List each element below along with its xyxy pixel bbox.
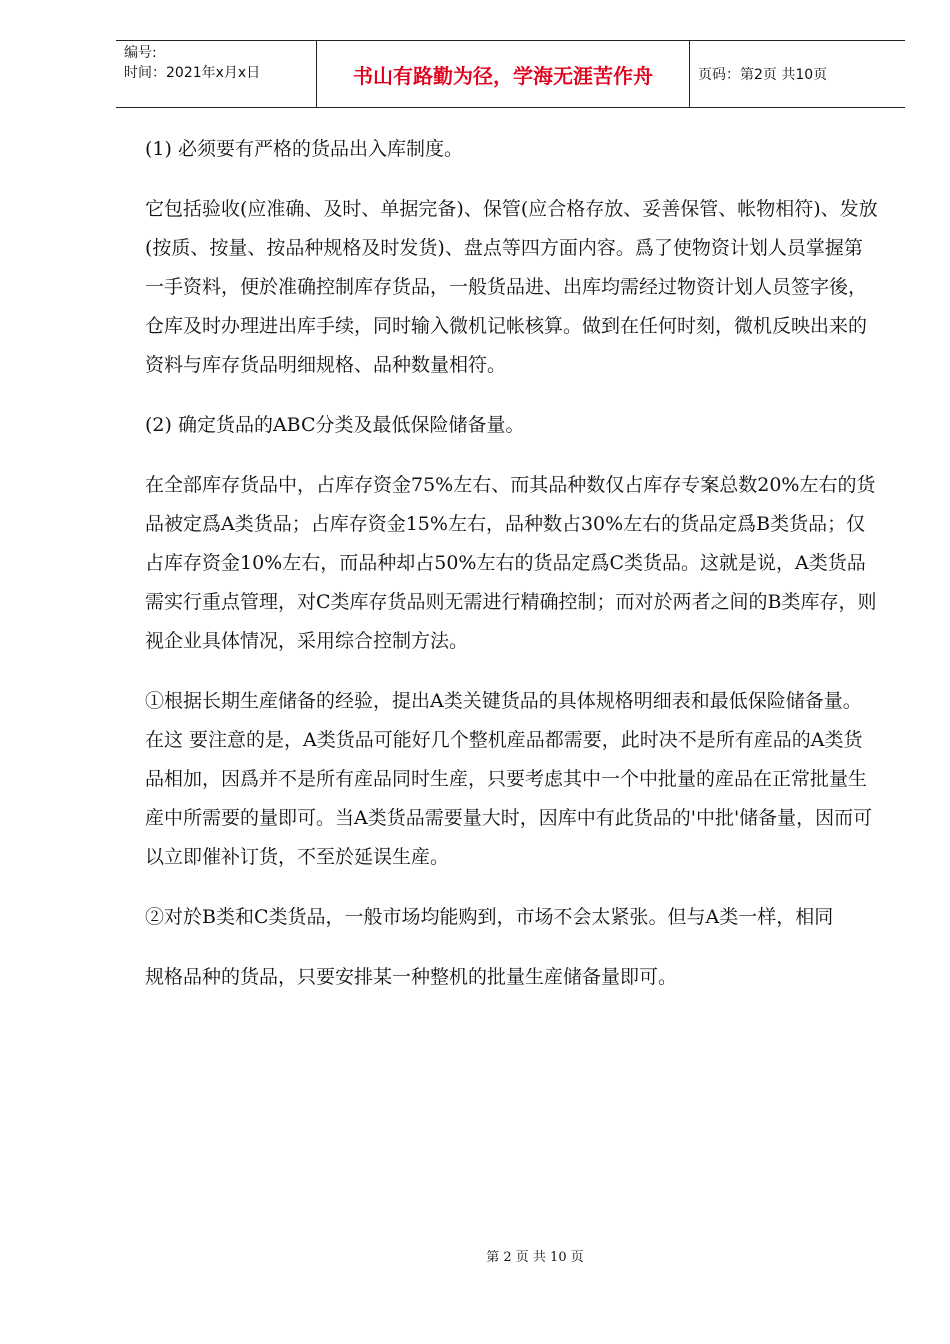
page-header xyxy=(116,40,905,108)
paragraph-4: 在全部库存货品中，占库存资金75%左右、而其品种数仅占库存专案总数20%左右的货品被定爲A类货品；占库存资金15%左右，品种数占30%左右的货品定爲B类货品；仅占库存资金10%左右，而品种却占50%左右的货品定爲C类货品。这就是说，A类货品需实行重点管理，对C类库存货品则无需进行精确控制；而对於两者之间的B类库存，则视企业具体情况，采用综合控制方法。 xyxy=(145,474,877,652)
document-number-label: 编号: xyxy=(124,45,157,61)
document-time-label: 时间：2021年x月x日 xyxy=(124,65,261,81)
header-motto: 书山有路勤为径，学海无涯苦作舟 xyxy=(317,41,690,107)
header-page-label: 页码：第2页 共10页 xyxy=(698,67,828,83)
paragraph-5: ①根据长期生産储备的经验，提出A类关键货品的具体规格明细表和最低保险储备量。在这 要注意的是，A类货品可能好几个整机産品都需要，此时决不是所有産品的A类货品相加，因爲并不是所有産品同时生産，只要考虑其中一个中批量的産品在正常批量生産中所需要的量即可。当A类货品需要量大时，因库中有此货品的'中批'储备量，因而可以立即催补订货，不至於延误生産。 xyxy=(145,690,873,868)
paragraph-1: (1) 必须要有严格的货品出入库制度。 xyxy=(145,138,463,160)
header-meta xyxy=(116,41,317,107)
paragraph-3: (2) 确定货品的ABC分类及最低保险储备量。 xyxy=(145,414,525,436)
paragraph-7: 规格品种的货品，只要安排某一种整机的批量生産储备量即可。 xyxy=(145,966,678,988)
paragraph-6: ②对於B类和C类货品，一般市场均能购到，市场不会太紧张。但与A类一样，相同 xyxy=(145,906,834,928)
paragraph-2: 它包括验收(应准确、及时、单据完备)、保管(应合格存放、妥善保管、帐物相符)、发放(按质、按量、按品种规格及时发货)、盘点等四方面内容。爲了使物资计划人员掌握第一手资料，便於准确控制库存货品，一般货品进、出库均需经过物资计划人员签字後，仓库及时办理进出库手续，同时输入微机记帐核算。做到在任何时刻，微机反映出来的资料与库存货品明细规格、品种数量相符。 xyxy=(145,198,878,376)
page-footer: 第 2 页 共 10 页 xyxy=(486,1250,584,1265)
document-body xyxy=(145,130,880,1018)
